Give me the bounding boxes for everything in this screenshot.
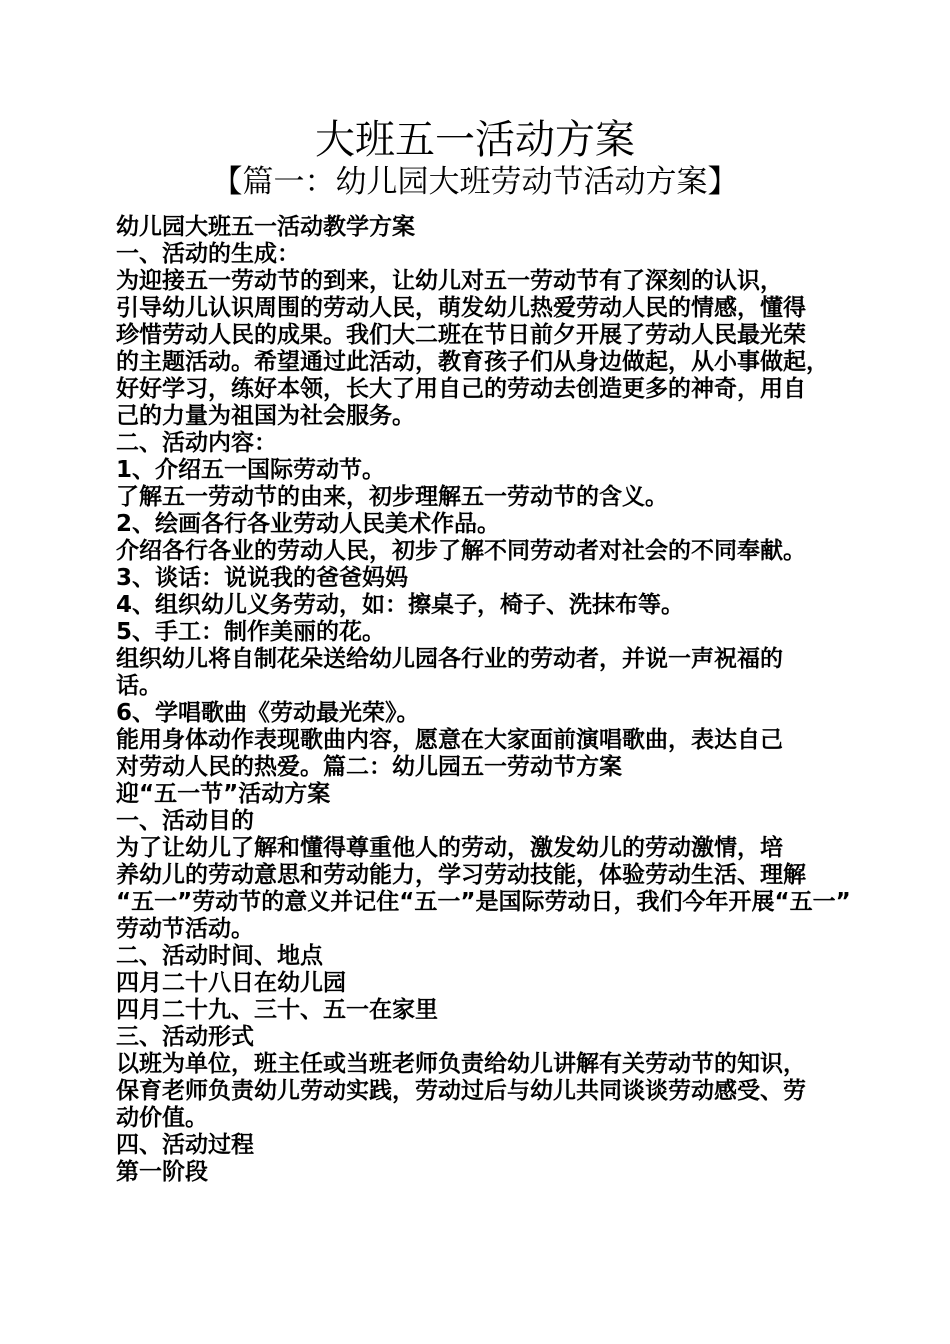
body-line: 养幼儿的劳动意思和劳动能力，学习劳动技能，体验劳动生活、理解 [116, 862, 806, 888]
body-line: 为了让幼儿了解和懂得尊重他人的劳动，激发幼儿的劳动激情，培 [116, 835, 783, 861]
document-body [116, 214, 856, 1186]
body-line: 三、活动形式 [116, 1024, 254, 1050]
body-line: 了解五一劳动节的由来，初步理解五一劳动节的含义。 [116, 484, 668, 510]
body-line: 四、活动过程 [116, 1132, 254, 1158]
body-line: “五一”劳动节的意义并记住“五一”是国际劳动日，我们今年开展“五一” [116, 889, 851, 915]
body-line: 5、手工：制作美丽的花。 [116, 619, 386, 645]
document-title: 大班五一活动方案 [315, 117, 635, 163]
body-line: 四月二十九、三十、五一在家里 [116, 997, 438, 1023]
body-line: 1、介绍五一国际劳动节。 [116, 457, 386, 483]
body-line: 一、活动的生成： [116, 241, 300, 267]
body-line: 4、组织幼儿义务劳动，如：擦桌子，椅子、洗抹布等。 [116, 592, 685, 618]
body-line: 介绍各行各业的劳动人民，初步了解不同劳动者对社会的不同奉献。 [116, 538, 806, 564]
body-line: 四月二十八日在幼儿园 [116, 970, 346, 996]
body-line: 话。 [116, 673, 162, 699]
body-line: 对劳动人民的热爱。篇二：幼儿园五一劳动节方案 [116, 754, 622, 780]
body-line: 幼儿园大班五一活动教学方案 [116, 214, 415, 240]
body-line: 为迎接五一劳动节的到来，让幼儿对五一劳动节有了深刻的认识， [116, 268, 783, 294]
body-line: 2、绘画各行各业劳动人民美术作品。 [116, 511, 501, 537]
body-line: 劳动节活动。 [116, 916, 254, 942]
body-line: 3、谈话：说说我的爸爸妈妈 [116, 565, 409, 591]
body-line: 己的力量为祖国为社会服务。 [116, 403, 415, 429]
body-line: 第一阶段 [116, 1159, 208, 1185]
body-line: 能用身体动作表现歌曲内容，愿意在大家面前演唱歌曲，表达自己 [116, 727, 783, 753]
body-line: 以班为单位，班主任或当班老师负责给幼儿讲解有关劳动节的知识， [116, 1051, 806, 1077]
body-line: 一、活动目的 [116, 808, 254, 834]
body-line: 二、活动时间、地点 [116, 943, 323, 969]
body-line: 保育老师负责幼儿劳动实践，劳动过后与幼儿共同谈谈劳动感受、劳 [116, 1078, 806, 1104]
body-line: 珍惜劳动人民的成果。我们大二班在节日前夕开展了劳动人民最光荣 [116, 322, 806, 348]
body-line: 6、学唱歌曲《劳动最光荣》。 [116, 700, 420, 726]
body-line: 动价值。 [116, 1105, 208, 1131]
body-line: 迎“五一节”活动方案 [116, 781, 331, 807]
body-line: 组织幼儿将自制花朵送给幼儿园各行业的劳动者，并说一声祝福的 [116, 646, 783, 672]
document-subtitle: 【篇一：幼儿园大班劳动节活动方案】 [211, 164, 739, 200]
body-line: 引导幼儿认识周围的劳动人民，萌发幼儿热爱劳动人民的情感，懂得 [116, 295, 806, 321]
body-line: 好好学习，练好本领，长大了用自己的劳动去创造更多的神奇，用自 [116, 376, 806, 402]
body-line: 的主题活动。希望通过此活动，教育孩子们从身边做起，从小事做起， [116, 349, 829, 375]
body-line: 二、活动内容： [116, 430, 277, 456]
